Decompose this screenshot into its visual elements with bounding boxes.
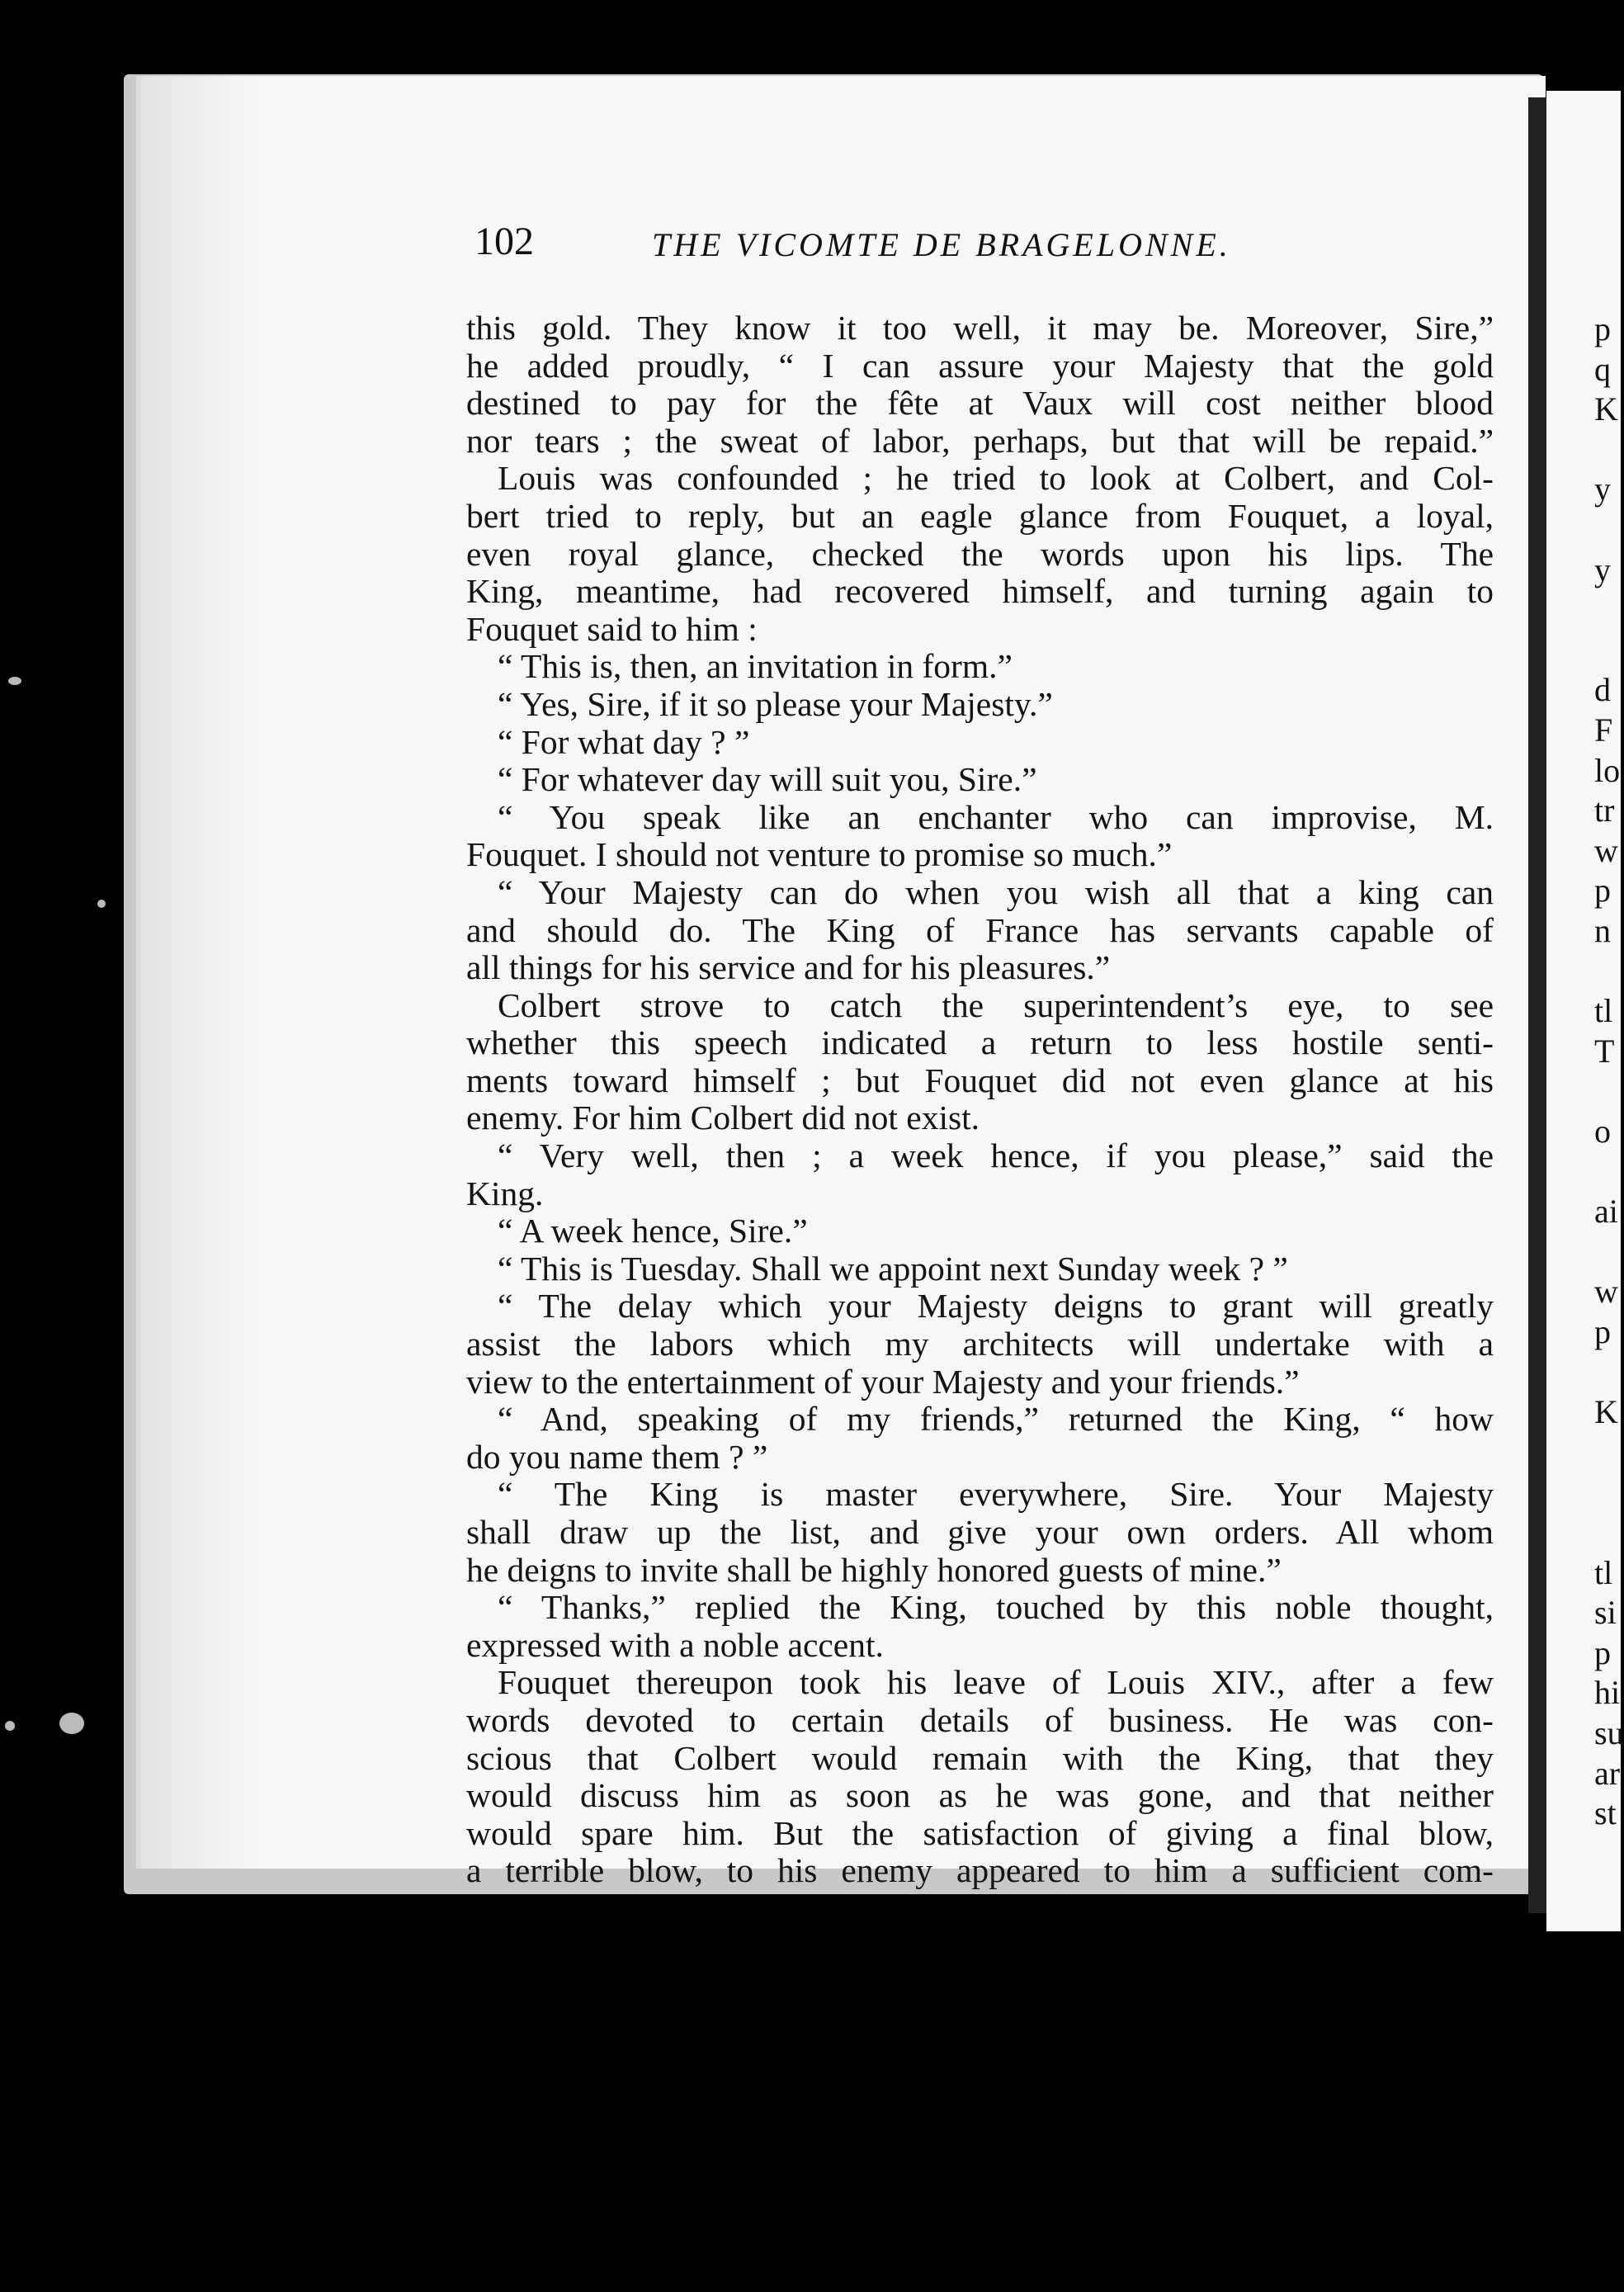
text-line: “ Very well, then ; a week hence, if you please,” said the	[498, 1137, 1494, 1175]
facing-page-fragment: p	[1594, 1633, 1611, 1671]
text-line: expressed with a noble accent.	[466, 1625, 884, 1664]
text-line: would spare him. But the satisfaction of giving a final blow,	[466, 1813, 1494, 1852]
text-line: enemy. For him Colbert did not exist.	[466, 1099, 980, 1137]
text-line: whether this speech indicated a return to less hostile senti-	[466, 1023, 1494, 1062]
text-line: “ The delay which your Majesty deigns to grant will greatly	[498, 1287, 1494, 1326]
text-line: “ You speak like an enchanter who can improvise, M.	[498, 797, 1494, 836]
text-line: ments toward himself ; but Fouquet did not even glance at his	[466, 1061, 1494, 1099]
text-line: Fouquet thereupon took his leave of Louis XIV., after a few	[498, 1663, 1494, 1702]
text-line: “ And, speaking of my friends,” returned the King, “ how	[498, 1400, 1494, 1439]
text-line: “ This is, then, an invitation in form.”	[498, 647, 1013, 686]
page-number: 102	[474, 220, 534, 263]
facing-page-fragment: ai	[1594, 1193, 1618, 1231]
book-spine	[1528, 97, 1546, 1913]
text-line: scious that Colbert would remain with the King, that they	[466, 1738, 1494, 1777]
text-line: would discuss him as soon as he was gone, and that neither	[466, 1776, 1494, 1815]
facing-page-fragment: F	[1594, 711, 1613, 749]
text-line: “ Yes, Sire, if it so please your Majesty.”	[498, 684, 1053, 723]
facing-page-fragment: p	[1594, 872, 1611, 910]
text-line: “ A week hence, Sire.”	[498, 1212, 808, 1250]
facing-page-fragment: K	[1594, 390, 1618, 428]
text-line: bert tried to reply, but an eagle glance from Fouquet, a loyal,	[466, 496, 1494, 535]
facing-page-fragment: p	[1594, 1313, 1611, 1350]
facing-page-fragment: lo	[1594, 751, 1621, 789]
text-line: a terrible blow, to his enemy appeared to him a sufficient com-	[466, 1851, 1494, 1890]
facing-page-fragment: hi	[1594, 1674, 1621, 1712]
facing-page-fragment: si	[1594, 1594, 1617, 1632]
text-line: nor tears ; the sweat of labor, perhaps, but that will be repaid.”	[466, 421, 1494, 460]
page-header	[474, 219, 1337, 276]
facing-page-fragment: st	[1594, 1794, 1617, 1832]
text-line: shall draw up the list, and give your own orders. All whom	[466, 1513, 1494, 1551]
text-line: “ For what day ? ”	[498, 722, 750, 761]
text-line: “ Thanks,” replied the King, touched by this noble thought,	[498, 1588, 1494, 1627]
facing-page-fragment: y	[1594, 470, 1611, 508]
text-line: all things for his service and for his pleasures.”	[466, 948, 1111, 987]
text-line: Fouquet said to him :	[466, 609, 758, 648]
facing-page-fragment: n	[1594, 912, 1611, 949]
facing-page-fragment: y	[1594, 551, 1611, 588]
facing-page-fragment: tl	[1594, 992, 1613, 1030]
facing-page-fragment: T	[1594, 1032, 1615, 1070]
text-line: “ For whatever day will suit you, Sire.”	[498, 760, 1037, 799]
text-line: view to the entertainment of your Majesty and your friends.”	[466, 1362, 1300, 1401]
text-line: Colbert strove to catch the superintendent’s eye, to see	[498, 985, 1494, 1024]
text-line: this gold. They know it too well, it may be. Moreover, Sire,”	[466, 309, 1494, 347]
scan-speck	[59, 1713, 84, 1734]
facing-page-fragment: tl	[1594, 1553, 1613, 1591]
text-line: he added proudly, “ I can assure your Majesty that the gold	[466, 346, 1494, 385]
text-line: Louis was confounded ; he tried to look at Colbert, and Col-	[498, 459, 1494, 498]
facing-page-fragment: w	[1594, 831, 1618, 869]
text-line: and should do. The King of France has servants capable of	[466, 910, 1494, 949]
facing-page-fragment: K	[1594, 1393, 1618, 1431]
text-line: even royal glance, checked the words upon his lips. The	[466, 534, 1494, 573]
facing-page-fragment: o	[1594, 1113, 1611, 1150]
scan-speck	[97, 900, 106, 908]
facing-page-fragment: ar	[1594, 1754, 1621, 1792]
text-line: assist the labors which my architects will undertake with a	[466, 1325, 1494, 1363]
running-title: THE VICOMTE DE BRAGELONNE.	[652, 226, 1231, 263]
text-line: Fouquet. I should not venture to promise so much.”	[466, 835, 1173, 874]
facing-page-fragment: w	[1594, 1273, 1618, 1311]
text-line: “ This is Tuesday. Shall we appoint next Sunday week ? ”	[498, 1249, 1288, 1288]
facing-page-fragment: tr	[1594, 792, 1615, 829]
text-line: “ The King is master everywhere, Sire. Your Majesty	[498, 1475, 1494, 1514]
scan-speck	[5, 1721, 15, 1731]
scan-speck	[8, 677, 21, 685]
facing-page-fragment: su	[1594, 1714, 1624, 1751]
facing-page-fragment: p	[1594, 310, 1611, 347]
body-text	[466, 310, 1494, 1890]
facing-page-fragment: d	[1594, 671, 1611, 709]
text-line: he deigns to invite shall be highly honored guests of mine.”	[466, 1550, 1282, 1589]
text-line: destined to pay for the fête at Vaux will cost neither blood	[466, 384, 1494, 423]
text-line: do you name them ? ”	[466, 1437, 768, 1476]
facing-page-fragment: q	[1594, 350, 1611, 388]
text-line: words devoted to certain details of business. He was con-	[466, 1700, 1494, 1739]
text-line: “ Your Majesty can do when you wish all that a king can	[498, 872, 1494, 911]
text-line: King.	[466, 1174, 544, 1212]
text-line: King, meantime, had recovered himself, and turning again to	[466, 572, 1494, 611]
